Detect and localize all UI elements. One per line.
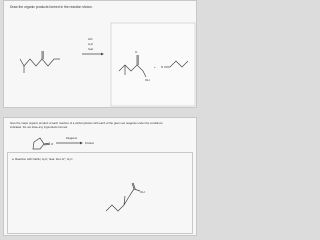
question-1-prompt: Draw the organic products formed in the reaction shown.: [10, 5, 93, 9]
reaction-1-scheme: [4, 1, 198, 109]
lactone-molecule: [33, 138, 54, 149]
plus-sign: +: [154, 65, 156, 69]
reagent-3: heat: [88, 48, 94, 51]
product-label: Product: [85, 142, 94, 145]
arrow-2-head: [80, 142, 83, 145]
reagent-2: H₂O: [88, 43, 93, 46]
question-2-prompt-line-1: Give the major organic product of each reaction of a carbonyl/ester with each of the given set reagents under the conditions: [10, 121, 163, 125]
arrow-head: [101, 53, 104, 56]
reagents-label: Reagents: [66, 137, 78, 140]
question-2-panel: [3, 117, 197, 236]
lactone-o-label: O: [51, 142, 54, 146]
question-1-panel: [3, 0, 197, 108]
answer-box-a[interactable]: [7, 152, 193, 234]
amine-n-label: N: [161, 64, 164, 69]
acid-oh-label: OH: [145, 78, 150, 82]
answer-a-structure: [8, 153, 194, 235]
reagent-1: HCl: [88, 38, 93, 41]
part-a-label: a. Reaction with NaOH, H₂O, heat, then H⁺, H₂O: [12, 157, 73, 161]
reactant-molecule: [20, 51, 60, 73]
product-box[interactable]: [111, 23, 195, 106]
answer-oh-label: OH: [140, 190, 145, 194]
acid-o-label: O: [135, 50, 138, 54]
question-2-prompt-line-2: indicated. Do not draw any byproducts formed.: [10, 125, 68, 129]
